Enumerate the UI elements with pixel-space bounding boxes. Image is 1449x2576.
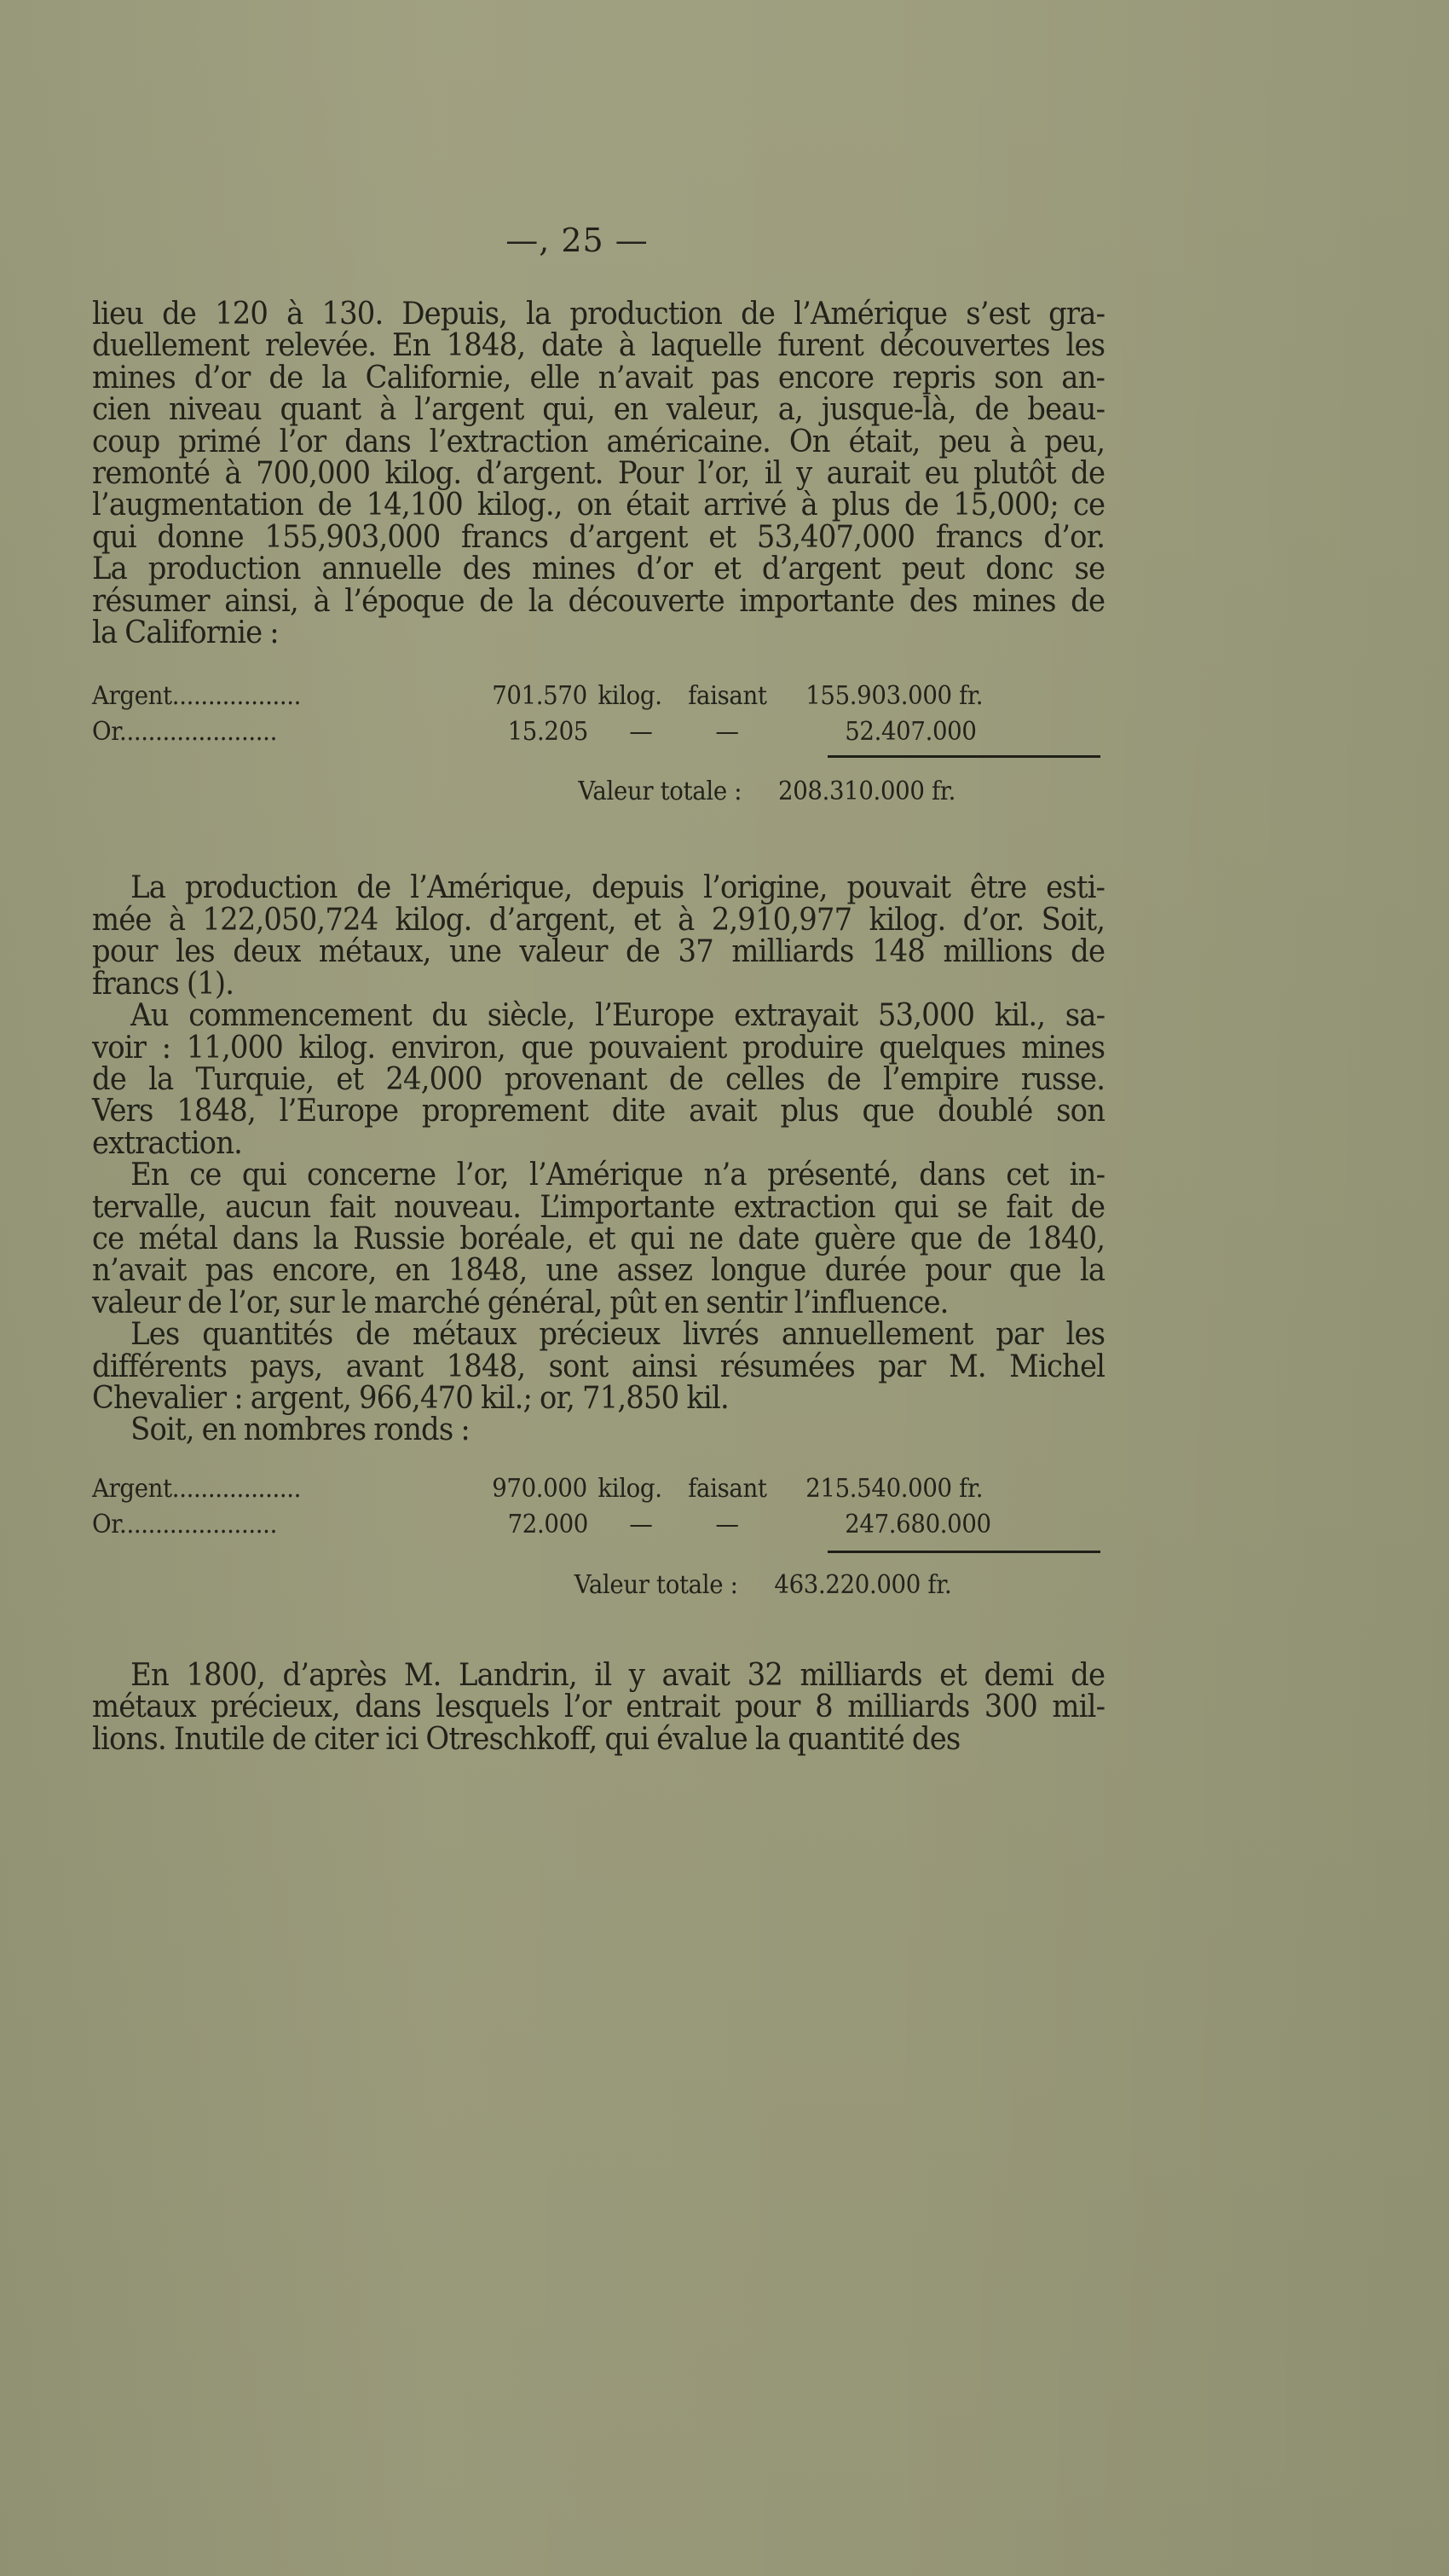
text-line: la Californie : [92,615,279,651]
row-value: 215.540.000 fr. [805,1473,984,1504]
row-leader: ...................... [119,717,277,748]
row-unit: — [629,1509,653,1539]
row-value: 155.903.000 fr. [805,681,984,712]
sum-rule [828,1551,1100,1553]
production-table-1848 [92,649,1105,872]
row-leader: ...................... [119,1509,277,1539]
text-line: Soit, en nombres ronds : [130,1412,470,1448]
text-line: cien niveau quant à l’argent qui, en valeur, a, jusque-là, de beau- [92,392,1106,428]
text-line: Les quantités de métaux précieux livrés annuellement par les [130,1317,1106,1353]
row-verb: — [715,1509,739,1539]
book-page [92,217,1105,1755]
row-verb: faisant [688,681,767,712]
row-kilog: 970.000 [492,1473,587,1504]
text-line: extraction. [92,1125,243,1161]
row-leader: .................. [171,1473,302,1504]
row-kilog: 701.570 [492,681,587,712]
text-line: duellement relevée. En 1848, date à laquelle furent découvertes les [92,328,1106,364]
text-line: pour les deux métaux, une valeur de 37 milliards 148 millions de [92,934,1106,970]
text-line: Au commencement du siècle, l’Europe extrayait 53,000 kil., sa- [130,998,1106,1034]
row-value: 247.680.000 [845,1509,991,1539]
row-label: Argent [92,1473,172,1504]
total-label: Valeur totale : [574,1569,738,1600]
text-line: lions. Inutile de citer ici Otreschkoff, qui évalue la quantité des [92,1721,961,1757]
production-table-round [92,1447,1105,1660]
paragraph-block-2 [92,872,1105,1446]
text-line: En 1800, d’après M. Landrin, il y avait 32 milliards et demi de [130,1657,1106,1693]
text-line: tervalle, aucun fait nouveau. L’importante extraction qui se fait de [92,1189,1106,1225]
row-label: Or [92,717,120,748]
row-label: Or [92,1509,120,1539]
text-line: La production annuelle des mines d’or et d’argent peut donc se [92,552,1106,587]
text-line: En ce qui concerne l’or, l’Amérique n’a présenté, dans cet in- [130,1158,1106,1193]
text-line: résumer ainsi, à l’époque de la découverte importante des mines de [92,583,1106,619]
text-line: de la Turquie, et 24,000 provenant de celles de l’empire russe. [92,1061,1106,1097]
total-label: Valeur totale : [578,777,742,807]
text-line: ce métal dans la Russie boréale, et qui ne date guère que de 1840, [92,1221,1106,1256]
text-line: francs (1). [92,966,234,1002]
row-kilog: 15.205 [507,717,588,748]
row-unit: — [629,717,653,748]
paragraph-block-3 [92,1657,1106,1757]
sum-rule [828,755,1100,758]
text-line: Chevalier : argent, 966,470 kil.; or, 71,850 kil. [92,1380,729,1416]
text-line: différents pays, avant 1848, sont ainsi résumées par M. Michel [92,1349,1106,1384]
total-value: 463.220.000 fr. [774,1569,952,1600]
row-verb: faisant [688,1473,767,1504]
text-line: voir : 11,000 kilog. environ, que pouvaient produire quelques mines [92,1030,1106,1066]
total-value: 208.310.000 fr. [778,777,955,807]
text-line: n’avait pas encore, en 1848, une assez longue durée pour que la [92,1253,1106,1289]
text-line: qui donne 155,903,000 francs d’argent et 53,407,000 francs d’or. [92,519,1106,555]
row-label: Argent [92,681,172,712]
row-unit: kilog. [597,681,662,712]
text-line: l’augmentation de 14,100 kilog., on était arrivé à plus de 15,000; ce [92,488,1106,523]
text-line: métaux précieux, dans lesquels l’or entrait pour 8 milliards 300 mil- [92,1689,1106,1725]
text-line: remonté à 700,000 kilog. d’argent. Pour l’or, il y aurait eu plutôt de [92,456,1106,492]
text-line: Vers 1848, l’Europe proprement dite avait plus que doublé son [92,1094,1106,1129]
row-leader: .................. [171,681,302,712]
text-line: mée à 122,050,724 kilog. d’argent, et à 2,910,977 kilog. d’or. Soit, [92,902,1106,938]
row-kilog: 72.000 [507,1509,588,1539]
page-number: —, 25 — [505,222,649,259]
text-line: valeur de l’or, sur le marché général, pût en sentir l’influence. [92,1285,949,1320]
row-value: 52.407.000 [845,717,977,748]
text-line: coup primé l’or dans l’extraction américaine. On était, peu à peu, [92,424,1106,459]
row-unit: kilog. [597,1473,662,1504]
paragraph-block-1 [92,298,1105,649]
text-line: La production de l’Amérique, depuis l’origine, pouvait être esti- [130,870,1106,906]
row-verb: — [715,717,739,748]
text-line: mines d’or de la Californie, elle n’avait pas encore repris son an- [92,360,1106,396]
text-line: lieu de 120 à 130. Depuis, la production de l’Amérique s’est gra- [92,297,1106,332]
